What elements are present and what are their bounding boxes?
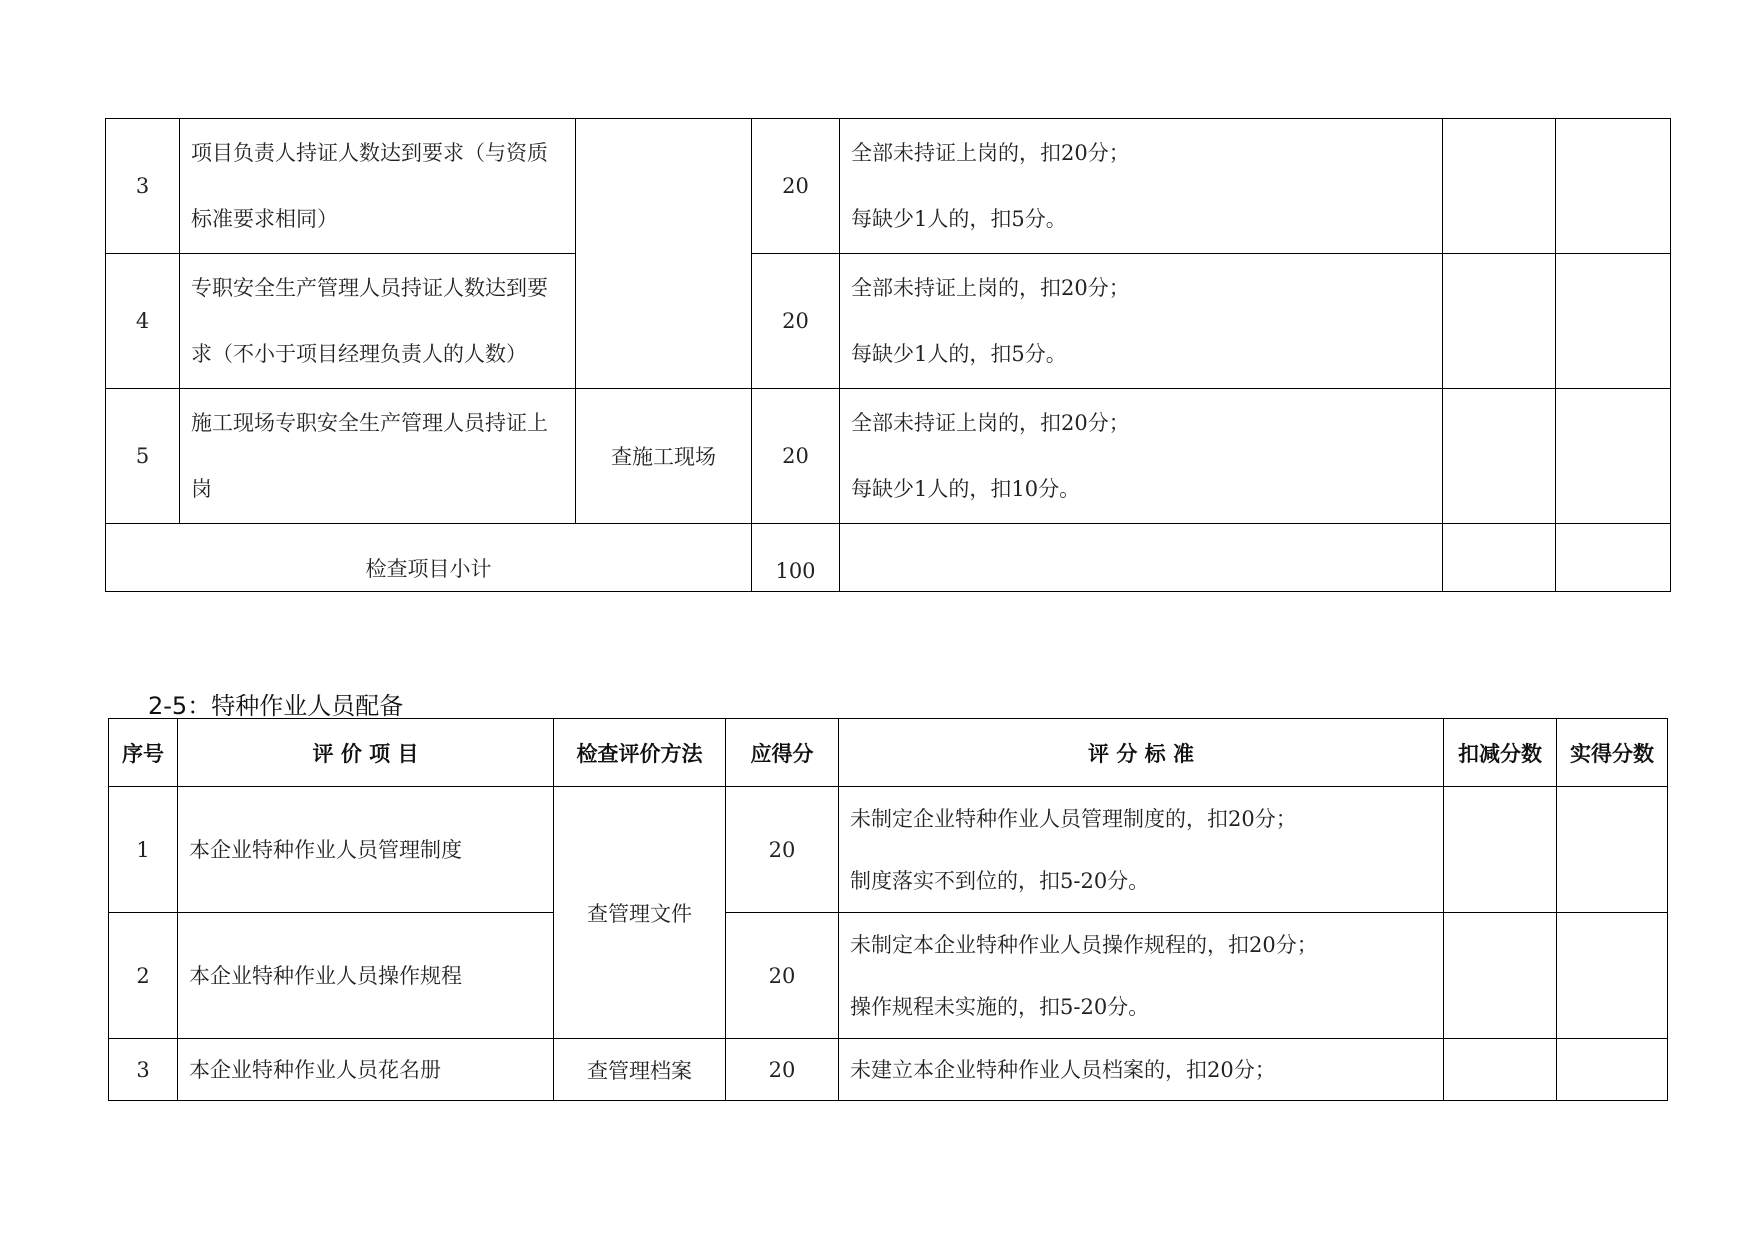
full-score: 20	[726, 787, 839, 913]
table-row	[106, 119, 1671, 254]
actual-score-cell	[1557, 913, 1668, 1039]
deduction-cell	[1444, 913, 1557, 1039]
check-method: 查管理文件	[554, 787, 726, 1039]
row-number: 3	[109, 1039, 178, 1101]
table-row	[109, 787, 1668, 913]
full-score: 20	[752, 254, 840, 389]
evaluation-item: 专职安全生产管理人员持证人数达到要 求（不小于项目经理负责人的人数）	[180, 254, 576, 389]
row-number: 5	[106, 389, 180, 524]
table-row	[109, 1039, 1668, 1101]
header-actual: 实得分数	[1557, 719, 1668, 787]
check-method: 查管理档案	[554, 1039, 726, 1101]
full-score: 20	[726, 1039, 839, 1101]
special-operations-table	[108, 718, 1668, 1101]
subtotal-actual-cell	[1556, 524, 1671, 592]
deduction-cell	[1443, 254, 1556, 389]
evaluation-item: 本企业特种作业人员花名册	[178, 1039, 554, 1101]
row-number: 3	[106, 119, 180, 254]
header-item: 评 价 项 目	[178, 719, 554, 787]
deduction-cell	[1444, 787, 1557, 913]
deduction-cell	[1444, 1039, 1557, 1101]
header-deduction: 扣减分数	[1444, 719, 1557, 787]
actual-score-cell	[1556, 254, 1671, 389]
table-row	[106, 389, 1671, 524]
check-method	[576, 119, 752, 389]
header-number: 序号	[109, 719, 178, 787]
row-number: 2	[109, 913, 178, 1039]
subtotal-score: 100	[752, 524, 840, 592]
evaluation-item: 项目负责人持证人数达到要求（与资质 标准要求相同）	[180, 119, 576, 254]
row-number: 4	[106, 254, 180, 389]
row-number: 1	[109, 787, 178, 913]
scoring-criteria: 未制定企业特种作业人员管理制度的，扣20分； 制度落实不到位的，扣5-20分。	[839, 787, 1444, 913]
subtotal-row	[106, 524, 1671, 592]
full-score: 20	[752, 119, 840, 254]
evaluation-item: 施工现场专职安全生产管理人员持证上 岗	[180, 389, 576, 524]
table-row	[109, 913, 1668, 1039]
scoring-criteria: 全部未持证上岗的，扣20分； 每缺少1人的，扣5分。	[840, 119, 1443, 254]
header-method: 检查评价方法	[554, 719, 726, 787]
scoring-criteria: 全部未持证上岗的，扣20分； 每缺少1人的，扣5分。	[840, 254, 1443, 389]
table-row	[106, 254, 1671, 389]
header-criteria: 评 分 标 准	[839, 719, 1444, 787]
subtotal-deduction-cell	[1443, 524, 1556, 592]
evaluation-item: 本企业特种作业人员操作规程	[178, 913, 554, 1039]
scoring-criteria: 未制定本企业特种作业人员操作规程的，扣20分； 操作规程未实施的，扣5-20分。	[839, 913, 1444, 1039]
subtotal-criteria-cell	[840, 524, 1443, 592]
full-score: 20	[752, 389, 840, 524]
deduction-cell	[1443, 389, 1556, 524]
scoring-criteria: 未建立本企业特种作业人员档案的，扣20分；	[839, 1039, 1444, 1101]
check-method: 查施工现场	[576, 389, 752, 524]
evaluation-item: 本企业特种作业人员管理制度	[178, 787, 554, 913]
header-score: 应得分	[726, 719, 839, 787]
actual-score-cell	[1557, 1039, 1668, 1101]
scoring-criteria: 全部未持证上岗的，扣20分； 每缺少1人的，扣10分。	[840, 389, 1443, 524]
actual-score-cell	[1556, 389, 1671, 524]
deduction-cell	[1443, 119, 1556, 254]
full-score: 20	[726, 913, 839, 1039]
header-row	[109, 719, 1668, 787]
actual-score-cell	[1557, 787, 1668, 913]
previous-section-table	[105, 118, 1671, 592]
subtotal-label: 检查项目小计	[106, 524, 752, 592]
actual-score-cell	[1556, 119, 1671, 254]
section-title: 2-5：特种作业人员配备	[148, 692, 404, 720]
